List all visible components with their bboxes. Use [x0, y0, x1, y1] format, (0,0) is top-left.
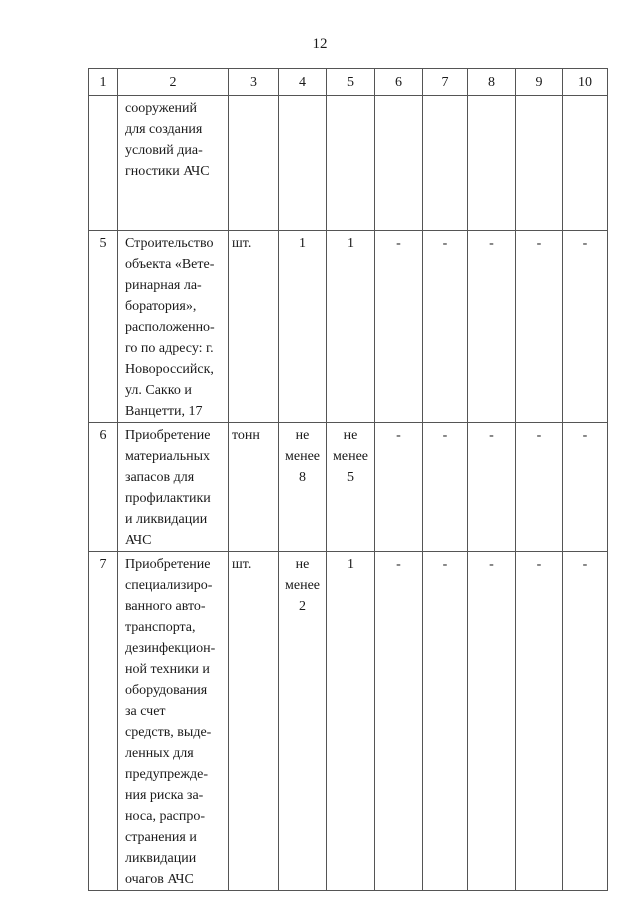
value-cell: - [375, 231, 423, 423]
row-number: 6 [89, 423, 118, 552]
header-cell: 4 [279, 69, 327, 96]
value-cell [279, 96, 327, 231]
table-row [89, 231, 608, 423]
header-cell: 9 [516, 69, 563, 96]
value-cell [423, 96, 468, 231]
value-cell: - [516, 231, 563, 423]
measure-name: сооружений для создания условий диа- гностики АЧС [118, 96, 229, 231]
value-cell: - [423, 231, 468, 423]
page-number: 12 [312, 36, 328, 52]
value-cell: - [468, 423, 516, 552]
value-cell: - [516, 552, 563, 891]
unit-cell: тонн [229, 423, 279, 552]
measure-name: Приобретение материальных запасов для профилактики и ликвидации АЧС [118, 423, 229, 552]
header-cell: 3 [229, 69, 279, 96]
value-cell: - [563, 231, 608, 423]
value-cell: - [423, 423, 468, 552]
header-cell: 8 [468, 69, 516, 96]
value-cell: - [423, 552, 468, 891]
unit-cell: шт. [229, 231, 279, 423]
value-cell: - [468, 231, 516, 423]
value-cell: - [516, 423, 563, 552]
header-cell: 6 [375, 69, 423, 96]
measures-table [88, 68, 608, 891]
measure-name: Приобретение специализиро- ванного авто- транспорта, дезинфекцион- ной техники и оборудования за счет средств, выде- ленных для предупрежде- ния риска за- носа, распро- странения и ликвидации очагов АЧС [118, 552, 229, 891]
measure-name: Строительство объекта «Вете- ринарная ла- боратория», расположенно- го по адресу: г. Новороссийск, ул. Сакко и Ванцетти, 17 [118, 231, 229, 423]
value-cell: - [563, 552, 608, 891]
value-cell [375, 96, 423, 231]
value-cell: не менее 2 [279, 552, 327, 891]
value-cell: 1 [327, 552, 375, 891]
header-cell: 5 [327, 69, 375, 96]
unit-cell [229, 96, 279, 231]
value-cell [516, 96, 563, 231]
value-cell: 1 [327, 231, 375, 423]
value-cell: - [563, 423, 608, 552]
value-cell: не менее 8 [279, 423, 327, 552]
value-cell: - [468, 552, 516, 891]
table-row [89, 552, 608, 891]
row-number: 5 [89, 231, 118, 423]
value-cell [327, 96, 375, 231]
row-number [89, 96, 118, 231]
value-cell: - [375, 552, 423, 891]
value-cell: не менее 5 [327, 423, 375, 552]
table-row [89, 423, 608, 552]
header-cell: 1 [89, 69, 118, 96]
header-cell: 2 [118, 69, 229, 96]
header-cell: 10 [563, 69, 608, 96]
row-number: 7 [89, 552, 118, 891]
value-cell: 1 [279, 231, 327, 423]
header-row [89, 69, 608, 96]
unit-cell: шт. [229, 552, 279, 891]
value-cell [563, 96, 608, 231]
value-cell [468, 96, 516, 231]
value-cell: - [375, 423, 423, 552]
table-row [89, 96, 608, 231]
header-cell: 7 [423, 69, 468, 96]
